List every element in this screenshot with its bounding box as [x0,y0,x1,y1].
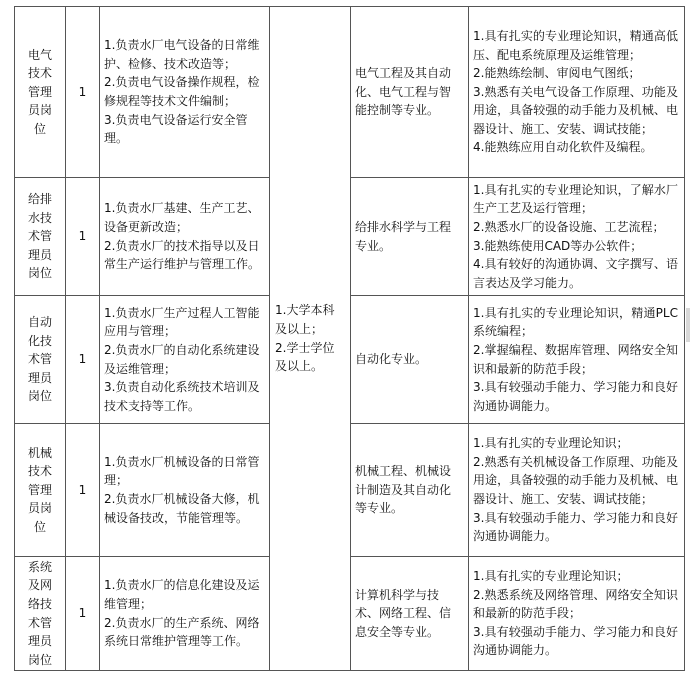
duties-cell [100,296,270,424]
education-item: 2.学士学位及以上。 [275,340,335,374]
duties-cell [100,424,270,557]
requirement-item: 3.具有较强动手能力、学习能力和良好沟通协调能力。 [473,510,678,544]
position-cell: 给排水技术管理员岗位 [15,178,66,296]
duty-item: 1.负责水厂电气设备的日常维护、检修、技术改造等； [104,38,260,71]
duty-item: 2.负责水厂的自动化系统建设及运维管理； [104,342,260,376]
duty-item: 1.负责水厂机械设备的日常管理； [104,454,260,488]
duty-item: 2.负责电气设备操作规程，检修规程等技术文件编制； [104,75,260,108]
requirement-item: 2.熟悉水厂的设备设施、工艺流程； [473,219,665,234]
count-cell: 1 [66,296,100,424]
requirement-item: 3.具有较强动手能力、学习能力和良好沟通协调能力。 [473,624,678,658]
requirements-cell [469,296,685,424]
requirement-item: 3.能熟练使用CAD等办公软件； [473,238,643,253]
position-cell: 自动化技术管理员岗位 [15,296,66,424]
major-cell: 自动化专业。 [351,296,469,424]
requirements-cell [469,7,685,178]
position-cell: 电气技术管理员岗位 [15,7,66,178]
count-cell: 1 [66,557,100,671]
requirements-cell [469,178,685,296]
duty-item: 3.负责电气设备运行安全管理。 [104,112,248,146]
duties-cell [100,7,270,178]
major-cell: 机械工程、机械设计制造及其自动化等专业。 [351,424,469,557]
duty-item: 2.负责水厂的生产系统、网络系统日常维护管理等工作。 [104,615,260,649]
requirement-item: 1.具有扎实的专业理论知识，精通高低压、配电系统原理及运维管理； [473,28,678,62]
requirements-cell [469,557,685,671]
requirement-item: 1.具有扎实的专业理论知识； [473,569,629,584]
requirement-item: 1.具有扎实的专业理论知识，精通PLC系统编程； [473,305,678,339]
requirement-item: 2.能熟练绘制、审阅电气图纸； [473,66,641,81]
count-cell: 1 [66,178,100,296]
duty-item: 1.负责水厂的信息化建设及运维管理； [104,578,260,611]
major-cell: 电气工程及其自动化、电气工程与智能控制等专业。 [351,7,469,178]
count-cell: 1 [66,7,100,178]
requirement-item: 1.具有扎实的专业理论知识； [473,436,629,451]
requirement-item: 3.熟悉有关电气设备工作原理、功能及用途，具备较强的动手能力及机械、电器设计、施工、安装、调试技能； [473,84,678,136]
requirement-item: 2.熟悉系统及网络管理、网络安全知识和最新的防范手段； [473,587,678,621]
requirement-item: 2.掌握编程、数据库管理、网络安全知识和最新的防范手段； [473,342,678,376]
duty-item: 1.负责水厂基建、生产工艺、设备更新改造； [104,201,260,234]
education-cell [270,7,351,671]
duty-item: 2.负责水厂机械设备大修，机械设备技改，节能管理等。 [104,492,260,525]
duty-item: 2.负责水厂的技术指导以及日常生产运行维护与管理工作。 [104,238,261,272]
position-cell: 系统及网络技术管理员岗位 [15,557,66,671]
job-table [14,6,685,671]
requirement-item: 3.具有较强动手能力、学习能力和良好沟通协调能力。 [473,380,678,413]
duty-item: 1.负责水厂生产过程人工智能应用与管理； [104,305,260,339]
duty-item: 3.负责自动化系统技术培训及技术支持等工作。 [104,380,260,413]
requirement-item: 4.具有较好的沟通协调、文字撰写、语言表达及学习能力。 [473,257,678,290]
count-cell: 1 [66,424,100,557]
requirement-item: 2.熟悉有关机械设备工作原理、功能及用途，具备较强的动手能力及机械、电器设计、施工、安装、调试技能； [473,454,678,506]
table-row [15,7,685,178]
requirement-item: 4.能熟练应用自动化软件及编程。 [473,140,653,155]
requirement-item: 1.具有扎实的专业理论知识，了解水厂生产工艺及运行管理； [473,182,678,216]
major-cell: 计算机科学与技术、网络工程、信息安全等专业。 [351,557,469,671]
position-cell: 机械技术管理员岗位 [15,424,66,557]
major-cell: 给排水科学与工程专业。 [351,178,469,296]
duties-cell [100,557,270,671]
duties-cell [100,178,270,296]
education-item: 1.大学本科及以上； [275,303,335,336]
scrollbar-thumb[interactable] [686,308,690,342]
requirements-cell [469,424,685,557]
